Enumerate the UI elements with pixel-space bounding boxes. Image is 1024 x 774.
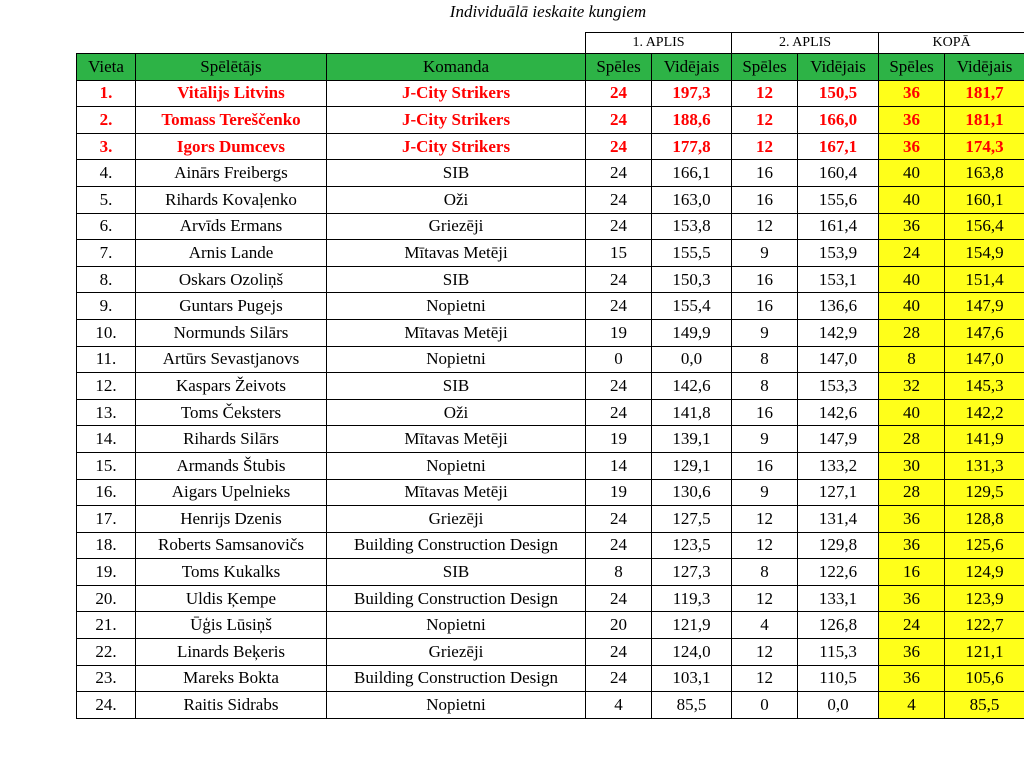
avg-r2-cell: 167,1: [798, 133, 879, 160]
place-cell: 13.: [77, 399, 136, 426]
games-r2-cell: 12: [732, 532, 798, 559]
table-row: [77, 186, 1024, 213]
games-r2-cell: 16: [732, 266, 798, 293]
group-header-row: [77, 33, 1024, 54]
table-row: [77, 506, 1024, 533]
player-cell: Uldis Ķempe: [136, 585, 327, 612]
games-r1-cell: 24: [586, 373, 652, 400]
team-cell: Nopietni: [327, 612, 586, 639]
avg-total-cell: 142,2: [945, 399, 1024, 426]
place-cell: 18.: [77, 532, 136, 559]
avg-total-cell: 85,5: [945, 692, 1024, 719]
avg-r2-cell: 126,8: [798, 612, 879, 639]
games-r2-cell: 9: [732, 426, 798, 453]
avg-total-cell: 147,0: [945, 346, 1024, 373]
table-row: [77, 452, 1024, 479]
table-row: [77, 585, 1024, 612]
games-r2-cell: 4: [732, 612, 798, 639]
blank-cell: [77, 33, 586, 54]
avg-r1-cell: 177,8: [652, 133, 732, 160]
header-games-r2: Spēles: [732, 54, 798, 81]
place-cell: 20.: [77, 585, 136, 612]
place-cell: 5.: [77, 186, 136, 213]
player-cell: Arnis Lande: [136, 240, 327, 267]
games-total-cell: 40: [879, 186, 945, 213]
games-r2-cell: 12: [732, 107, 798, 134]
avg-r2-cell: 127,1: [798, 479, 879, 506]
games-r1-cell: 0: [586, 346, 652, 373]
header-avg-r1: Vidējais: [652, 54, 732, 81]
games-r2-cell: 16: [732, 399, 798, 426]
player-cell: Ūģis Lūsiņš: [136, 612, 327, 639]
games-total-cell: 40: [879, 293, 945, 320]
avg-r1-cell: 127,3: [652, 559, 732, 586]
games-total-cell: 36: [879, 213, 945, 240]
team-cell: Nopietni: [327, 692, 586, 719]
header-player: Spēlētājs: [136, 54, 327, 81]
games-total-cell: 40: [879, 399, 945, 426]
column-header-row: [77, 54, 1024, 81]
table-row: [77, 346, 1024, 373]
games-r1-cell: 24: [586, 399, 652, 426]
player-cell: Normunds Silārs: [136, 319, 327, 346]
games-r1-cell: 24: [586, 639, 652, 666]
games-r2-cell: 12: [732, 80, 798, 107]
avg-r2-cell: 161,4: [798, 213, 879, 240]
team-cell: Oži: [327, 186, 586, 213]
avg-r1-cell: 153,8: [652, 213, 732, 240]
avg-r2-cell: 129,8: [798, 532, 879, 559]
table-row: [77, 319, 1024, 346]
player-cell: Guntars Pugejs: [136, 293, 327, 320]
avg-r2-cell: 110,5: [798, 665, 879, 692]
table-row: [77, 639, 1024, 666]
avg-r2-cell: 153,1: [798, 266, 879, 293]
table-row: [77, 160, 1024, 187]
games-r2-cell: 8: [732, 373, 798, 400]
avg-r2-cell: 155,6: [798, 186, 879, 213]
avg-r2-cell: 153,9: [798, 240, 879, 267]
table-row: [77, 665, 1024, 692]
games-r2-cell: 9: [732, 319, 798, 346]
games-r1-cell: 24: [586, 532, 652, 559]
games-r2-cell: 12: [732, 506, 798, 533]
avg-total-cell: 160,1: [945, 186, 1024, 213]
team-cell: Building Construction Design: [327, 665, 586, 692]
avg-total-cell: 128,8: [945, 506, 1024, 533]
player-cell: Oskars Ozoliņš: [136, 266, 327, 293]
player-cell: Armands Štubis: [136, 452, 327, 479]
avg-r1-cell: 124,0: [652, 639, 732, 666]
games-total-cell: 36: [879, 665, 945, 692]
games-total-cell: 36: [879, 133, 945, 160]
avg-r1-cell: 130,6: [652, 479, 732, 506]
player-cell: Mareks Bokta: [136, 665, 327, 692]
team-cell: Mītavas Metēji: [327, 479, 586, 506]
place-cell: 3.: [77, 133, 136, 160]
avg-r2-cell: 136,6: [798, 293, 879, 320]
games-r2-cell: 0: [732, 692, 798, 719]
games-r1-cell: 19: [586, 319, 652, 346]
avg-r1-cell: 197,3: [652, 80, 732, 107]
games-r1-cell: 24: [586, 266, 652, 293]
games-r1-cell: 24: [586, 213, 652, 240]
header-games-total: Spēles: [879, 54, 945, 81]
player-cell: Artūrs Sevastjanovs: [136, 346, 327, 373]
avg-r1-cell: 119,3: [652, 585, 732, 612]
avg-r2-cell: 142,9: [798, 319, 879, 346]
avg-total-cell: 121,1: [945, 639, 1024, 666]
avg-r1-cell: 155,4: [652, 293, 732, 320]
avg-r1-cell: 121,9: [652, 612, 732, 639]
team-cell: Griezēji: [327, 639, 586, 666]
team-cell: Nopietni: [327, 346, 586, 373]
avg-r1-cell: 163,0: [652, 186, 732, 213]
games-total-cell: 24: [879, 612, 945, 639]
avg-r1-cell: 123,5: [652, 532, 732, 559]
place-cell: 1.: [77, 80, 136, 107]
place-cell: 24.: [77, 692, 136, 719]
games-r1-cell: 24: [586, 107, 652, 134]
avg-r1-cell: 142,6: [652, 373, 732, 400]
avg-r1-cell: 0,0: [652, 346, 732, 373]
place-cell: 12.: [77, 373, 136, 400]
group-round-2: 2. APLIS: [732, 33, 879, 54]
games-r1-cell: 19: [586, 479, 652, 506]
games-r2-cell: 12: [732, 213, 798, 240]
table-row: [77, 293, 1024, 320]
games-r2-cell: 12: [732, 585, 798, 612]
games-r1-cell: 4: [586, 692, 652, 719]
player-cell: Tomass Tereščenko: [136, 107, 327, 134]
games-total-cell: 40: [879, 266, 945, 293]
games-total-cell: 36: [879, 532, 945, 559]
avg-r2-cell: 150,5: [798, 80, 879, 107]
avg-total-cell: 141,9: [945, 426, 1024, 453]
player-cell: Toms Kukalks: [136, 559, 327, 586]
games-r1-cell: 24: [586, 80, 652, 107]
team-cell: Mītavas Metēji: [327, 240, 586, 267]
games-r2-cell: 16: [732, 186, 798, 213]
games-r1-cell: 24: [586, 160, 652, 187]
player-cell: Aigars Upelnieks: [136, 479, 327, 506]
avg-total-cell: 147,9: [945, 293, 1024, 320]
table-row: [77, 133, 1024, 160]
team-cell: Oži: [327, 399, 586, 426]
games-r2-cell: 9: [732, 240, 798, 267]
games-r2-cell: 16: [732, 160, 798, 187]
games-r1-cell: 8: [586, 559, 652, 586]
games-total-cell: 30: [879, 452, 945, 479]
place-cell: 4.: [77, 160, 136, 187]
avg-r2-cell: 147,0: [798, 346, 879, 373]
avg-total-cell: 123,9: [945, 585, 1024, 612]
team-cell: J-City Strikers: [327, 107, 586, 134]
place-cell: 9.: [77, 293, 136, 320]
avg-total-cell: 125,6: [945, 532, 1024, 559]
avg-r2-cell: 133,2: [798, 452, 879, 479]
team-cell: SIB: [327, 559, 586, 586]
team-cell: SIB: [327, 266, 586, 293]
games-r2-cell: 8: [732, 559, 798, 586]
avg-total-cell: 174,3: [945, 133, 1024, 160]
table-row: [77, 426, 1024, 453]
team-cell: J-City Strikers: [327, 80, 586, 107]
avg-total-cell: 163,8: [945, 160, 1024, 187]
games-r1-cell: 24: [586, 293, 652, 320]
games-r1-cell: 24: [586, 585, 652, 612]
place-cell: 16.: [77, 479, 136, 506]
player-cell: Ainārs Freibergs: [136, 160, 327, 187]
avg-r2-cell: 131,4: [798, 506, 879, 533]
table-row: [77, 266, 1024, 293]
avg-total-cell: 145,3: [945, 373, 1024, 400]
table-row: [77, 373, 1024, 400]
avg-r1-cell: 139,1: [652, 426, 732, 453]
games-r2-cell: 16: [732, 452, 798, 479]
games-r2-cell: 12: [732, 133, 798, 160]
header-team: Komanda: [327, 54, 586, 81]
avg-total-cell: 181,1: [945, 107, 1024, 134]
avg-r1-cell: 166,1: [652, 160, 732, 187]
player-cell: Kaspars Žeivots: [136, 373, 327, 400]
team-cell: Mītavas Metēji: [327, 426, 586, 453]
place-cell: 7.: [77, 240, 136, 267]
games-total-cell: 36: [879, 639, 945, 666]
games-total-cell: 28: [879, 426, 945, 453]
avg-total-cell: 122,7: [945, 612, 1024, 639]
avg-total-cell: 147,6: [945, 319, 1024, 346]
page-title: Individuālā ieskaite kungiem: [449, 2, 647, 21]
player-cell: Arvīds Ermans: [136, 213, 327, 240]
avg-r1-cell: 150,3: [652, 266, 732, 293]
games-total-cell: 36: [879, 506, 945, 533]
games-r2-cell: 8: [732, 346, 798, 373]
avg-r1-cell: 127,5: [652, 506, 732, 533]
avg-total-cell: 131,3: [945, 452, 1024, 479]
results-table: [76, 32, 1024, 719]
games-r1-cell: 15: [586, 240, 652, 267]
table-row: [77, 612, 1024, 639]
player-cell: Igors Dumcevs: [136, 133, 327, 160]
team-cell: Mītavas Metēji: [327, 319, 586, 346]
table-row: [77, 399, 1024, 426]
player-cell: Rihards Silārs: [136, 426, 327, 453]
games-total-cell: 36: [879, 80, 945, 107]
games-total-cell: 8: [879, 346, 945, 373]
avg-r2-cell: 133,1: [798, 585, 879, 612]
avg-total-cell: 129,5: [945, 479, 1024, 506]
header-avg-total: Vidējais: [945, 54, 1024, 81]
player-cell: Rihards Kovaļenko: [136, 186, 327, 213]
avg-r1-cell: 85,5: [652, 692, 732, 719]
games-total-cell: 32: [879, 373, 945, 400]
header-avg-r2: Vidējais: [798, 54, 879, 81]
games-r1-cell: 14: [586, 452, 652, 479]
header-games-r1: Spēles: [586, 54, 652, 81]
team-cell: Nopietni: [327, 293, 586, 320]
games-r2-cell: 9: [732, 479, 798, 506]
games-total-cell: 4: [879, 692, 945, 719]
team-cell: SIB: [327, 160, 586, 187]
table-row: [77, 213, 1024, 240]
table-row: [77, 107, 1024, 134]
games-total-cell: 24: [879, 240, 945, 267]
avg-r2-cell: 160,4: [798, 160, 879, 187]
avg-r2-cell: 115,3: [798, 639, 879, 666]
place-cell: 19.: [77, 559, 136, 586]
place-cell: 11.: [77, 346, 136, 373]
group-total: KOPĀ: [879, 33, 1024, 54]
avg-total-cell: 181,7: [945, 80, 1024, 107]
avg-r1-cell: 149,9: [652, 319, 732, 346]
avg-r1-cell: 141,8: [652, 399, 732, 426]
team-cell: Building Construction Design: [327, 532, 586, 559]
place-cell: 6.: [77, 213, 136, 240]
avg-r2-cell: 122,6: [798, 559, 879, 586]
games-r1-cell: 19: [586, 426, 652, 453]
team-cell: Griezēji: [327, 213, 586, 240]
games-total-cell: 36: [879, 585, 945, 612]
games-r1-cell: 24: [586, 186, 652, 213]
avg-total-cell: 151,4: [945, 266, 1024, 293]
games-r2-cell: 12: [732, 639, 798, 666]
avg-r1-cell: 188,6: [652, 107, 732, 134]
header-place: Vieta: [77, 54, 136, 81]
place-cell: 8.: [77, 266, 136, 293]
place-cell: 2.: [77, 107, 136, 134]
table-row: [77, 479, 1024, 506]
games-r2-cell: 12: [732, 665, 798, 692]
player-cell: Vitālijs Litvins: [136, 80, 327, 107]
group-round-1: 1. APLIS: [586, 33, 732, 54]
games-total-cell: 40: [879, 160, 945, 187]
player-cell: Linards Beķeris: [136, 639, 327, 666]
team-cell: Building Construction Design: [327, 585, 586, 612]
table-row: [77, 532, 1024, 559]
table-row: [77, 692, 1024, 719]
games-r1-cell: 24: [586, 133, 652, 160]
table-row: [77, 80, 1024, 107]
avg-total-cell: 124,9: [945, 559, 1024, 586]
avg-r2-cell: 147,9: [798, 426, 879, 453]
place-cell: 22.: [77, 639, 136, 666]
avg-r2-cell: 166,0: [798, 107, 879, 134]
place-cell: 23.: [77, 665, 136, 692]
place-cell: 17.: [77, 506, 136, 533]
table-row: [77, 559, 1024, 586]
team-cell: Nopietni: [327, 452, 586, 479]
avg-r1-cell: 129,1: [652, 452, 732, 479]
avg-r1-cell: 155,5: [652, 240, 732, 267]
player-cell: Toms Čeksters: [136, 399, 327, 426]
avg-total-cell: 156,4: [945, 213, 1024, 240]
team-cell: J-City Strikers: [327, 133, 586, 160]
games-r1-cell: 24: [586, 665, 652, 692]
avg-total-cell: 154,9: [945, 240, 1024, 267]
place-cell: 15.: [77, 452, 136, 479]
place-cell: 10.: [77, 319, 136, 346]
team-cell: Griezēji: [327, 506, 586, 533]
games-total-cell: 28: [879, 319, 945, 346]
games-r1-cell: 20: [586, 612, 652, 639]
games-r1-cell: 24: [586, 506, 652, 533]
team-cell: SIB: [327, 373, 586, 400]
avg-r2-cell: 142,6: [798, 399, 879, 426]
avg-r2-cell: 0,0: [798, 692, 879, 719]
games-total-cell: 28: [879, 479, 945, 506]
place-cell: 21.: [77, 612, 136, 639]
player-cell: Henrijs Dzenis: [136, 506, 327, 533]
avg-r1-cell: 103,1: [652, 665, 732, 692]
player-cell: Raitis Sidrabs: [136, 692, 327, 719]
player-cell: Roberts Samsanovičs: [136, 532, 327, 559]
avg-total-cell: 105,6: [945, 665, 1024, 692]
games-r2-cell: 16: [732, 293, 798, 320]
table-row: [77, 240, 1024, 267]
games-total-cell: 16: [879, 559, 945, 586]
games-total-cell: 36: [879, 107, 945, 134]
place-cell: 14.: [77, 426, 136, 453]
avg-r2-cell: 153,3: [798, 373, 879, 400]
